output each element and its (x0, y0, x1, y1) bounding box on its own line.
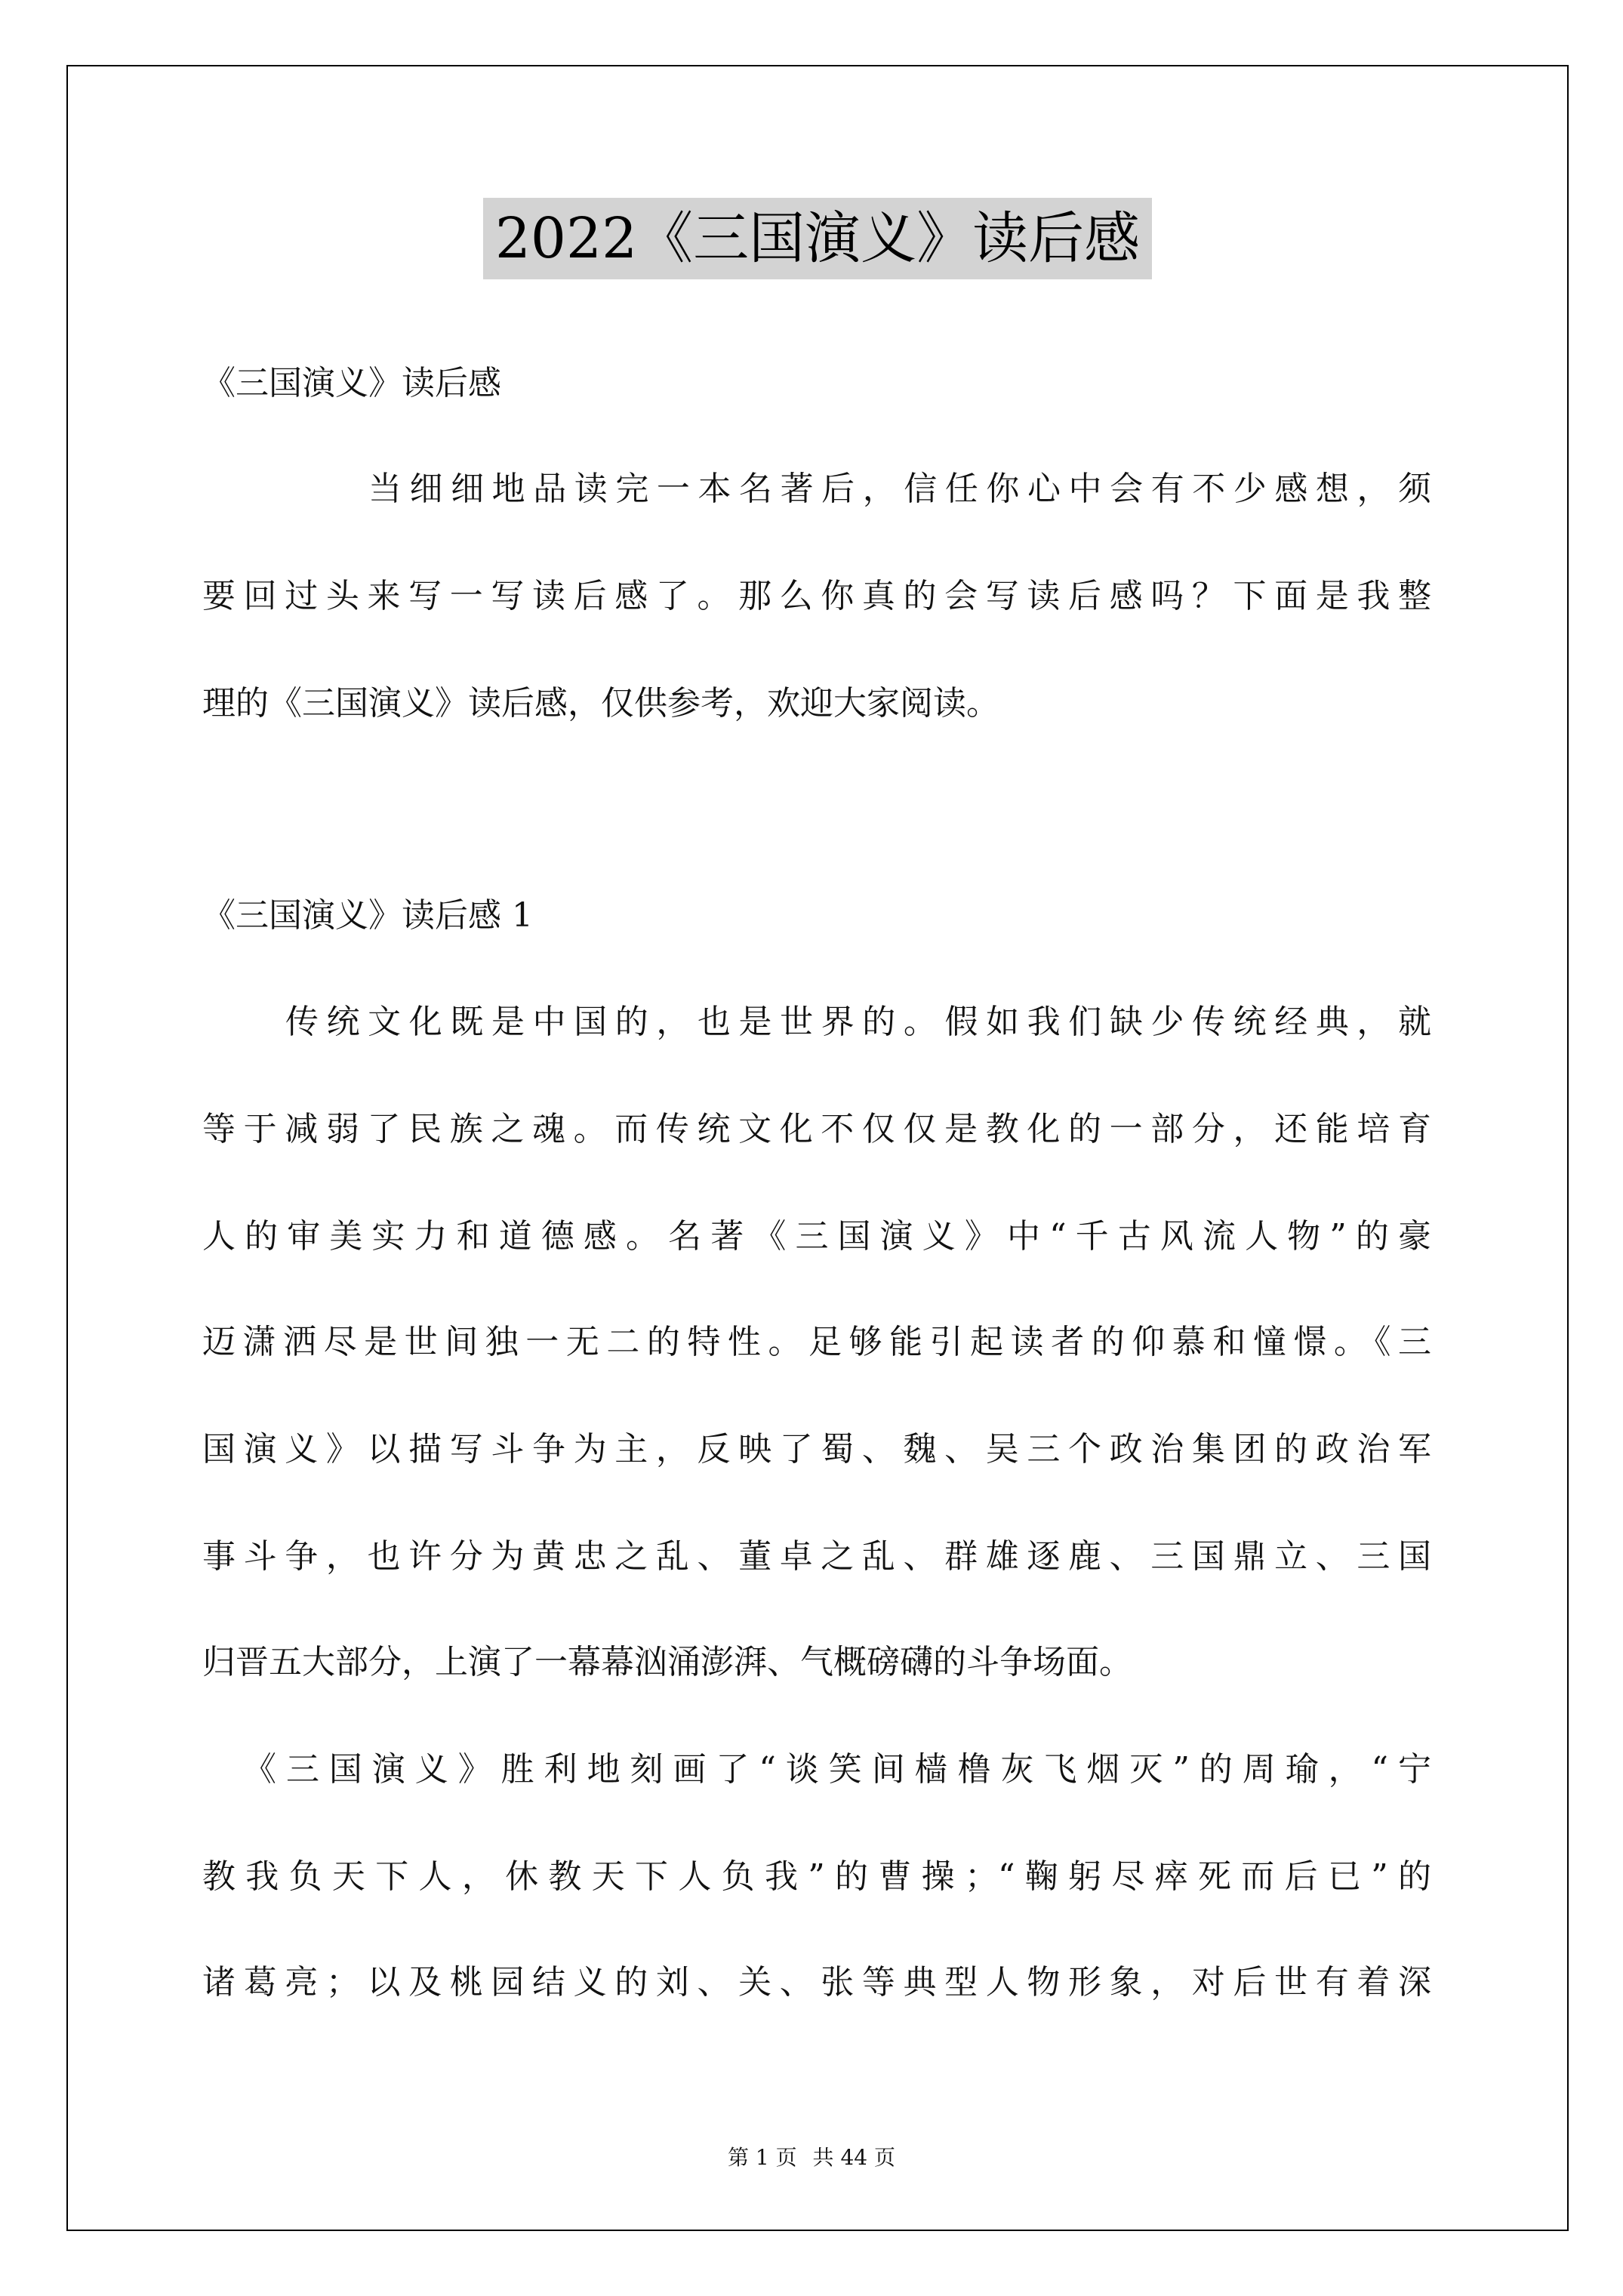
para2-line-1: 《三国演义》胜利地刻画了“谈笑间樯橹灰飞烟灭”的周瑜，“宁 (243, 1750, 1431, 1789)
page-footer (0, 2141, 1623, 2171)
para1-line-4: 迈潇洒尽是世间独一无二的特性。足够能引起读者的仰慕和憧憬。《三 (202, 1323, 1431, 1361)
section1-heading: 《三国演义》读后感 1 (202, 896, 533, 935)
intro-line-3: 理的《三国演义》读后感，仅供参考，欢迎大家阅读。 (202, 684, 999, 723)
para1-line-1: 传统文化既是中国的，也是世界的。假如我们缺少传统经典，就 (285, 1003, 1431, 1041)
page-total: 共 44 页 (812, 2145, 895, 2170)
para2-line-2: 教我负天下人，休教天下人负我”的曹操；“鞠躬尽瘁死而后已”的 (202, 1857, 1431, 1896)
document-title: 2022《三国演义》读后感 (483, 198, 1152, 279)
para1-line-7: 归晋五大部分，上演了一幕幕汹涌澎湃、气概磅礴的斗争场面。 (202, 1643, 1132, 1681)
intro-line-2: 要回过头来写一写读后感了。那么你真的会写读后感吗？下面是我整 (202, 577, 1431, 615)
intro-line-1: 当细细地品读完一本名著后，信任你心中会有不少感想，须 (368, 470, 1431, 508)
page-number: 第 1 页 (728, 2145, 797, 2170)
intro-heading: 《三国演义》读后感 (202, 364, 501, 402)
para1-line-2: 等于减弱了民族之魂。而传统文化不仅仅是教化的一部分，还能培育 (202, 1110, 1431, 1148)
para2-line-3: 诸葛亮；以及桃园结义的刘、关、张等典型人物形象，对后世有着深 (202, 1963, 1431, 2002)
para1-line-3: 人的审美实力和道德感。名著《三国演义》中“千古风流人物”的豪 (202, 1217, 1431, 1256)
para1-line-5: 国演义》以描写斗争为主，反映了蜀、魏、吴三个政治集团的政治军 (202, 1430, 1431, 1469)
para1-line-6: 事斗争，也许分为黄忠之乱、董卓之乱、群雄逐鹿、三国鼎立、三国 (202, 1537, 1431, 1576)
